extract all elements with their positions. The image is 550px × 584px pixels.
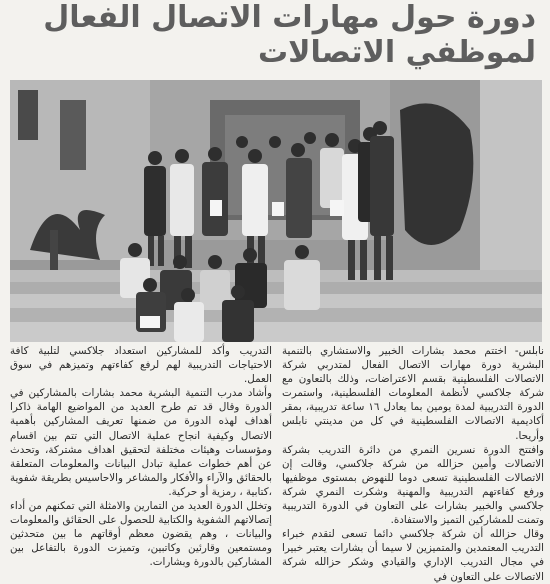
group-photo: [10, 80, 542, 342]
article-column-left: [10, 344, 272, 572]
paragraph: نابلس- اختتم محمد بشارات الخبير والاستشاري بالتنمية البشرية دورة مهارات الاتصال الفعال لمتدربي شركة الاتصالات الفلسطينية بقسم الاعتراضات، وذلك بالتعاون مع شركة جلاكسي لأنظمة المعلومات الفلسطينية، واستمرت الدورة التدريبية لمدة يومين بما يعادل ١٦ ساعة تدريبية، بمقر أكاديمية الاتصالات الفلسطينية في كل من مدينتي نابلس وأريحا.: [282, 345, 545, 442]
paragraph: وافتتح الدورة نسرين النمري من دائرة التدريب بشركة الاتصالات وأمين حزالله من شركة جلاكسي، وقالت إن الاتصالات الفلسطينية تسعى دوما للنهوض بمستوى موظفيها ورفع كفاءتهم التدريبية والمهنية وشكرت النمري شركة جلاكسي والخبير بشارات على التعاون في الدورة التدريبية وتمنت للمشاركين التميز والاستفادة.: [282, 443, 544, 527]
paragraph: وأشاد مدرب التنمية البشرية محمد بشارات بالمشاركين في الدورة وقال قد تم طرح العديد من المواضيع الهامة ذاكرا أهداف لهذه الدورة من ضمنها تعريف المشاركين بأهمية الاتصال وكيفية انجاح عملية الاتصال التي تتم بين اقسام ومؤسسات وهيئات مختلفة لتحقيق اهداف مشتركة، وتحدث عن أهم خطوات عملية تبادل البيانات والمعلومات المتعلقة بالحقائق والآراء والأفكار والمشاعر والاحاسيس بطريقة شفوية ،كتابية ، رمزية أو حركية.: [10, 387, 272, 498]
article-headline: دورة حول مهارات الاتصال الفعال لموظفي الاتصالات: [43, 0, 536, 70]
paragraph: وتخلل الدورة العديد من التمارين والامثلة التي تمكنهم من أداء إتصالاتهم الشفوية والكتابية للحصول على الحقائق والمعلومات والبيانات ، وهم يقضون معظم أوقاتهم ما بين متحدثين ومستمعين وقارئين وكاتبين، وتميزت الدورة بالتفاعل بين المشاركين بالدورة وبشارات.: [10, 500, 272, 569]
paragraph: وقال حزالله أن شركة جلاكسي دائما تسعى لتقدم خبراء التدريب المعتمدين والمتميزين لا سيما أن بشارات يعتبر خبيرا في مجال التدريب الإداري والقيادي وشكر حزالله شركة الاتصالات على التعاون في: [282, 528, 544, 583]
paragraph: التدريب وأكد للمشاركين استعداد جلاكسي لتلبية كافة الاحتياجات التدريبية لهم لرفع كفاءتهم وتميزهم في سوق العمل.: [10, 345, 272, 386]
article-column-right: [282, 344, 545, 583]
